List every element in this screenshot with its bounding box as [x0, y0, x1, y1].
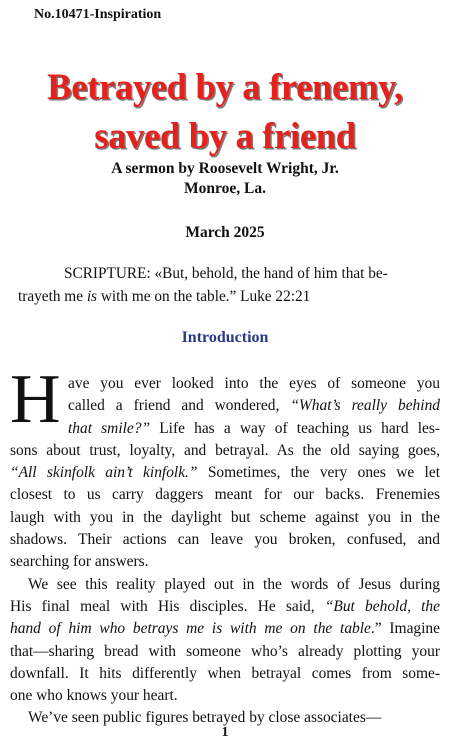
body-line: closest to us carry daggers meant for our backs. Frenemies: [10, 486, 440, 504]
body-line: shadows. Their actions can leave you broken, confused, and: [10, 531, 440, 549]
body-line: called a friend and wondered, “What’s really behind: [68, 397, 441, 415]
sermon-date: March 2025: [185, 224, 265, 241]
author-byline: A sermon by Roosevelt Wright, Jr.: [111, 160, 339, 177]
scripture-passage: [18, 262, 434, 308]
sermon-title-line-1: Betrayed by a frenemy,: [47, 66, 403, 107]
body-line: We’ve seen public figures betrayed by close associates—: [28, 709, 382, 727]
scripture-label: SCRIPTURE:: [64, 265, 151, 282]
body-line: His final meal with His disciples. He said, “But behold, the: [10, 597, 440, 615]
body-line: We see this reality played out in the words of Jesus during: [28, 575, 440, 593]
body-line: hand of him who betrays me is with me on the table.” Imagine: [10, 620, 440, 638]
body-line: searching for answers.: [10, 553, 149, 571]
page-number: 1: [221, 725, 229, 740]
sermon-body: [10, 373, 440, 730]
scripture-text-2c: with me on the table.” Luke 22:21: [97, 288, 311, 305]
drop-cap: H: [10, 361, 61, 438]
scripture-text-2b: is: [86, 288, 98, 305]
sermon-title-line-2: saved by a friend: [94, 115, 356, 156]
author-location: Monroe, La.: [184, 180, 266, 197]
issue-number: No.10471-Inspiration: [34, 7, 162, 22]
body-line: that smile?” Life has a way of teaching us hard les-: [68, 419, 440, 437]
body-line: sons about trust, loyalty, and betrayal. As the old saying goes,: [10, 441, 440, 459]
section-heading: Introduction: [181, 329, 269, 346]
body-line: that—sharing bread with someone who’s already plotting your: [10, 642, 440, 660]
body-line: ave you ever looked into the eyes of someone you: [68, 375, 440, 392]
body-line: one who knows your heart.: [10, 687, 178, 705]
body-line: “All skinfolk ain’t kinfolk.” Sometimes, the very ones we let: [10, 464, 440, 482]
scripture-text-2a: trayeth me: [18, 288, 87, 305]
scripture-text-1: «But, behold, the hand of him that be-: [154, 265, 388, 282]
body-line: laugh with you in the daylight but scheme against you in the: [10, 508, 440, 526]
body-line: downfall. It hits differently when betrayal comes from some-: [10, 664, 440, 682]
